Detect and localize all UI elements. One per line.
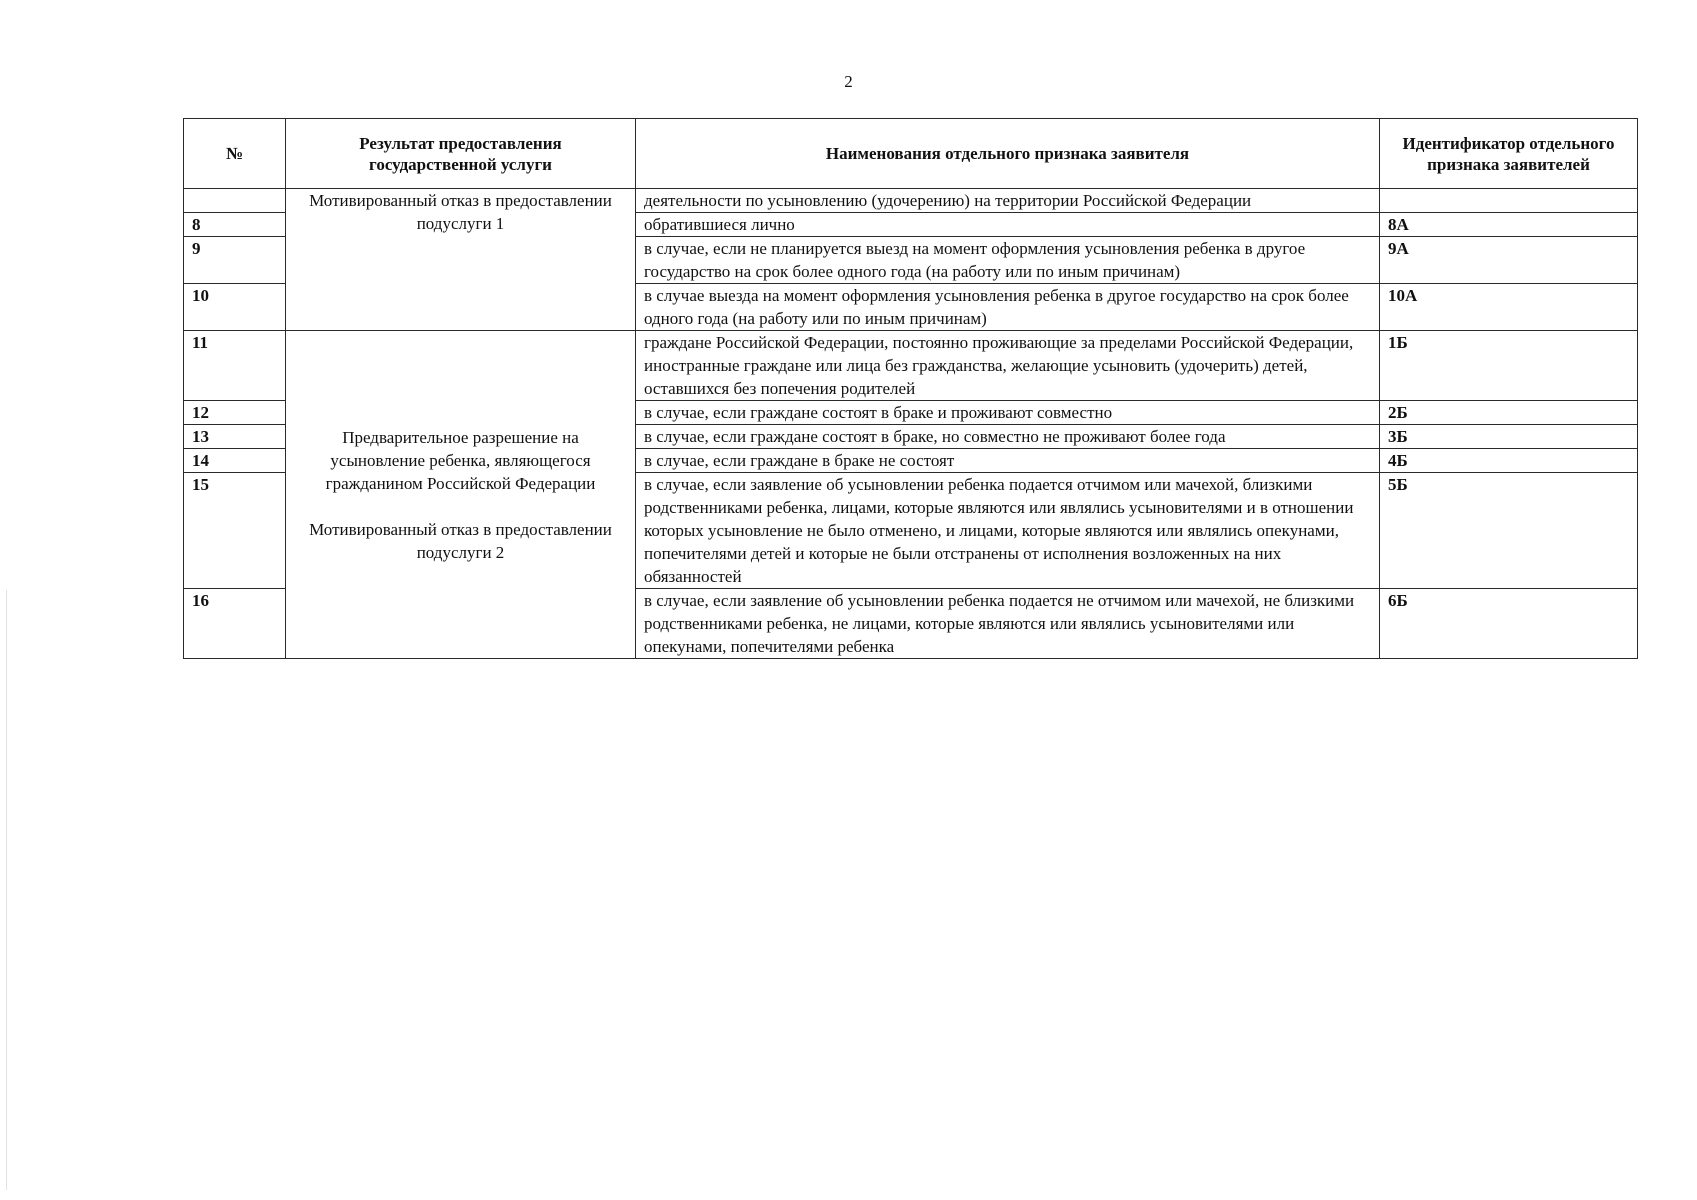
row-number: 11	[184, 331, 286, 401]
criterion-code: 9А	[1380, 237, 1638, 284]
criterion-text: в случае, если граждане в браке не состоят	[636, 449, 1380, 473]
criterion-text: в случае, если граждане состоят в браке, но совместно не проживают более года	[636, 425, 1380, 449]
row-number: 12	[184, 401, 286, 425]
criterion-code: 5Б	[1380, 473, 1638, 589]
header-name: Наименования отдельного признака заявителя	[636, 119, 1380, 189]
row-number: 10	[184, 284, 286, 331]
criterion-text: граждане Российской Федерации, постоянно проживающие за пределами Российской Федерации, иностранные граждане или лица без гражданства, желающие усыновить (удочерить) детей, оставшихся без попечения родителей	[636, 331, 1380, 401]
criterion-code: 6Б	[1380, 589, 1638, 659]
result-cell-group-2	[286, 331, 636, 659]
criterion-code	[1380, 189, 1638, 213]
table-header-row	[184, 119, 1638, 189]
criterion-text: в случае, если не планируется выезд на момент оформления усыновления ребенка в другое государство на срок более одного года (на работу или по иным причинам)	[636, 237, 1380, 284]
row-number: 9	[184, 237, 286, 284]
row-number: 15	[184, 473, 286, 589]
criterion-code: 1Б	[1380, 331, 1638, 401]
criterion-text: деятельности по усыновлению (удочерению) на территории Российской Федерации	[636, 189, 1380, 213]
table-row	[184, 189, 1638, 213]
criterion-code: 8А	[1380, 213, 1638, 237]
header-no: №	[184, 119, 286, 189]
result-cell-group-1	[286, 189, 636, 331]
criterion-code: 3Б	[1380, 425, 1638, 449]
header-id: Идентификатор отдельного признака заявителей	[1380, 119, 1638, 189]
result-text: Мотивированный отказ в предоставлении подуслуги 1	[309, 191, 612, 233]
page-number: 2	[844, 72, 853, 91]
row-number: 16	[184, 589, 286, 659]
criterion-text: в случае, если заявление об усыновлении ребенка подается отчимом или мачехой, близкими родственниками ребенка, лицами, которые являются или являлись усыновителями и в отношении которых усыновление не было отменено, и лицами, которые являются или являлись опекунами, попечителями детей и которые не были отстранены от исполнения возложенных на них обязанностей	[636, 473, 1380, 589]
row-number	[184, 189, 286, 213]
criterion-text: в случае, если граждане состоят в браке и проживают совместно	[636, 401, 1380, 425]
scan-edge-line	[6, 590, 7, 1190]
result-text-refusal: Мотивированный отказ в предоставлении подуслуги 2	[309, 519, 612, 562]
criterion-code: 4Б	[1380, 449, 1638, 473]
criterion-text: в случае выезда на момент оформления усыновления ребенка в другое государство на срок более одного года (на работу или по иным причинам)	[636, 284, 1380, 331]
criterion-code: 10А	[1380, 284, 1638, 331]
criterion-text: в случае, если заявление об усыновлении ребенка подается не отчимом или мачехой, не близкими родственниками ребенка, не лицами, которые являются или являлись усыновителями или опекунами, попечителями ребенка	[636, 589, 1380, 659]
row-number: 14	[184, 449, 286, 473]
criterion-code: 2Б	[1380, 401, 1638, 425]
criterion-text: обратившиеся лично	[636, 213, 1380, 237]
result-text-permit: Предварительное разрешение на усыновление ребенка, являющегося гражданином Российской Федерации	[325, 427, 596, 493]
row-number: 8	[184, 213, 286, 237]
applicant-criteria-table	[183, 118, 1638, 659]
header-result: Результат предоставления государственной услуги	[286, 119, 636, 189]
table-row	[184, 331, 1638, 401]
spacer	[294, 495, 627, 518]
row-number: 13	[184, 425, 286, 449]
